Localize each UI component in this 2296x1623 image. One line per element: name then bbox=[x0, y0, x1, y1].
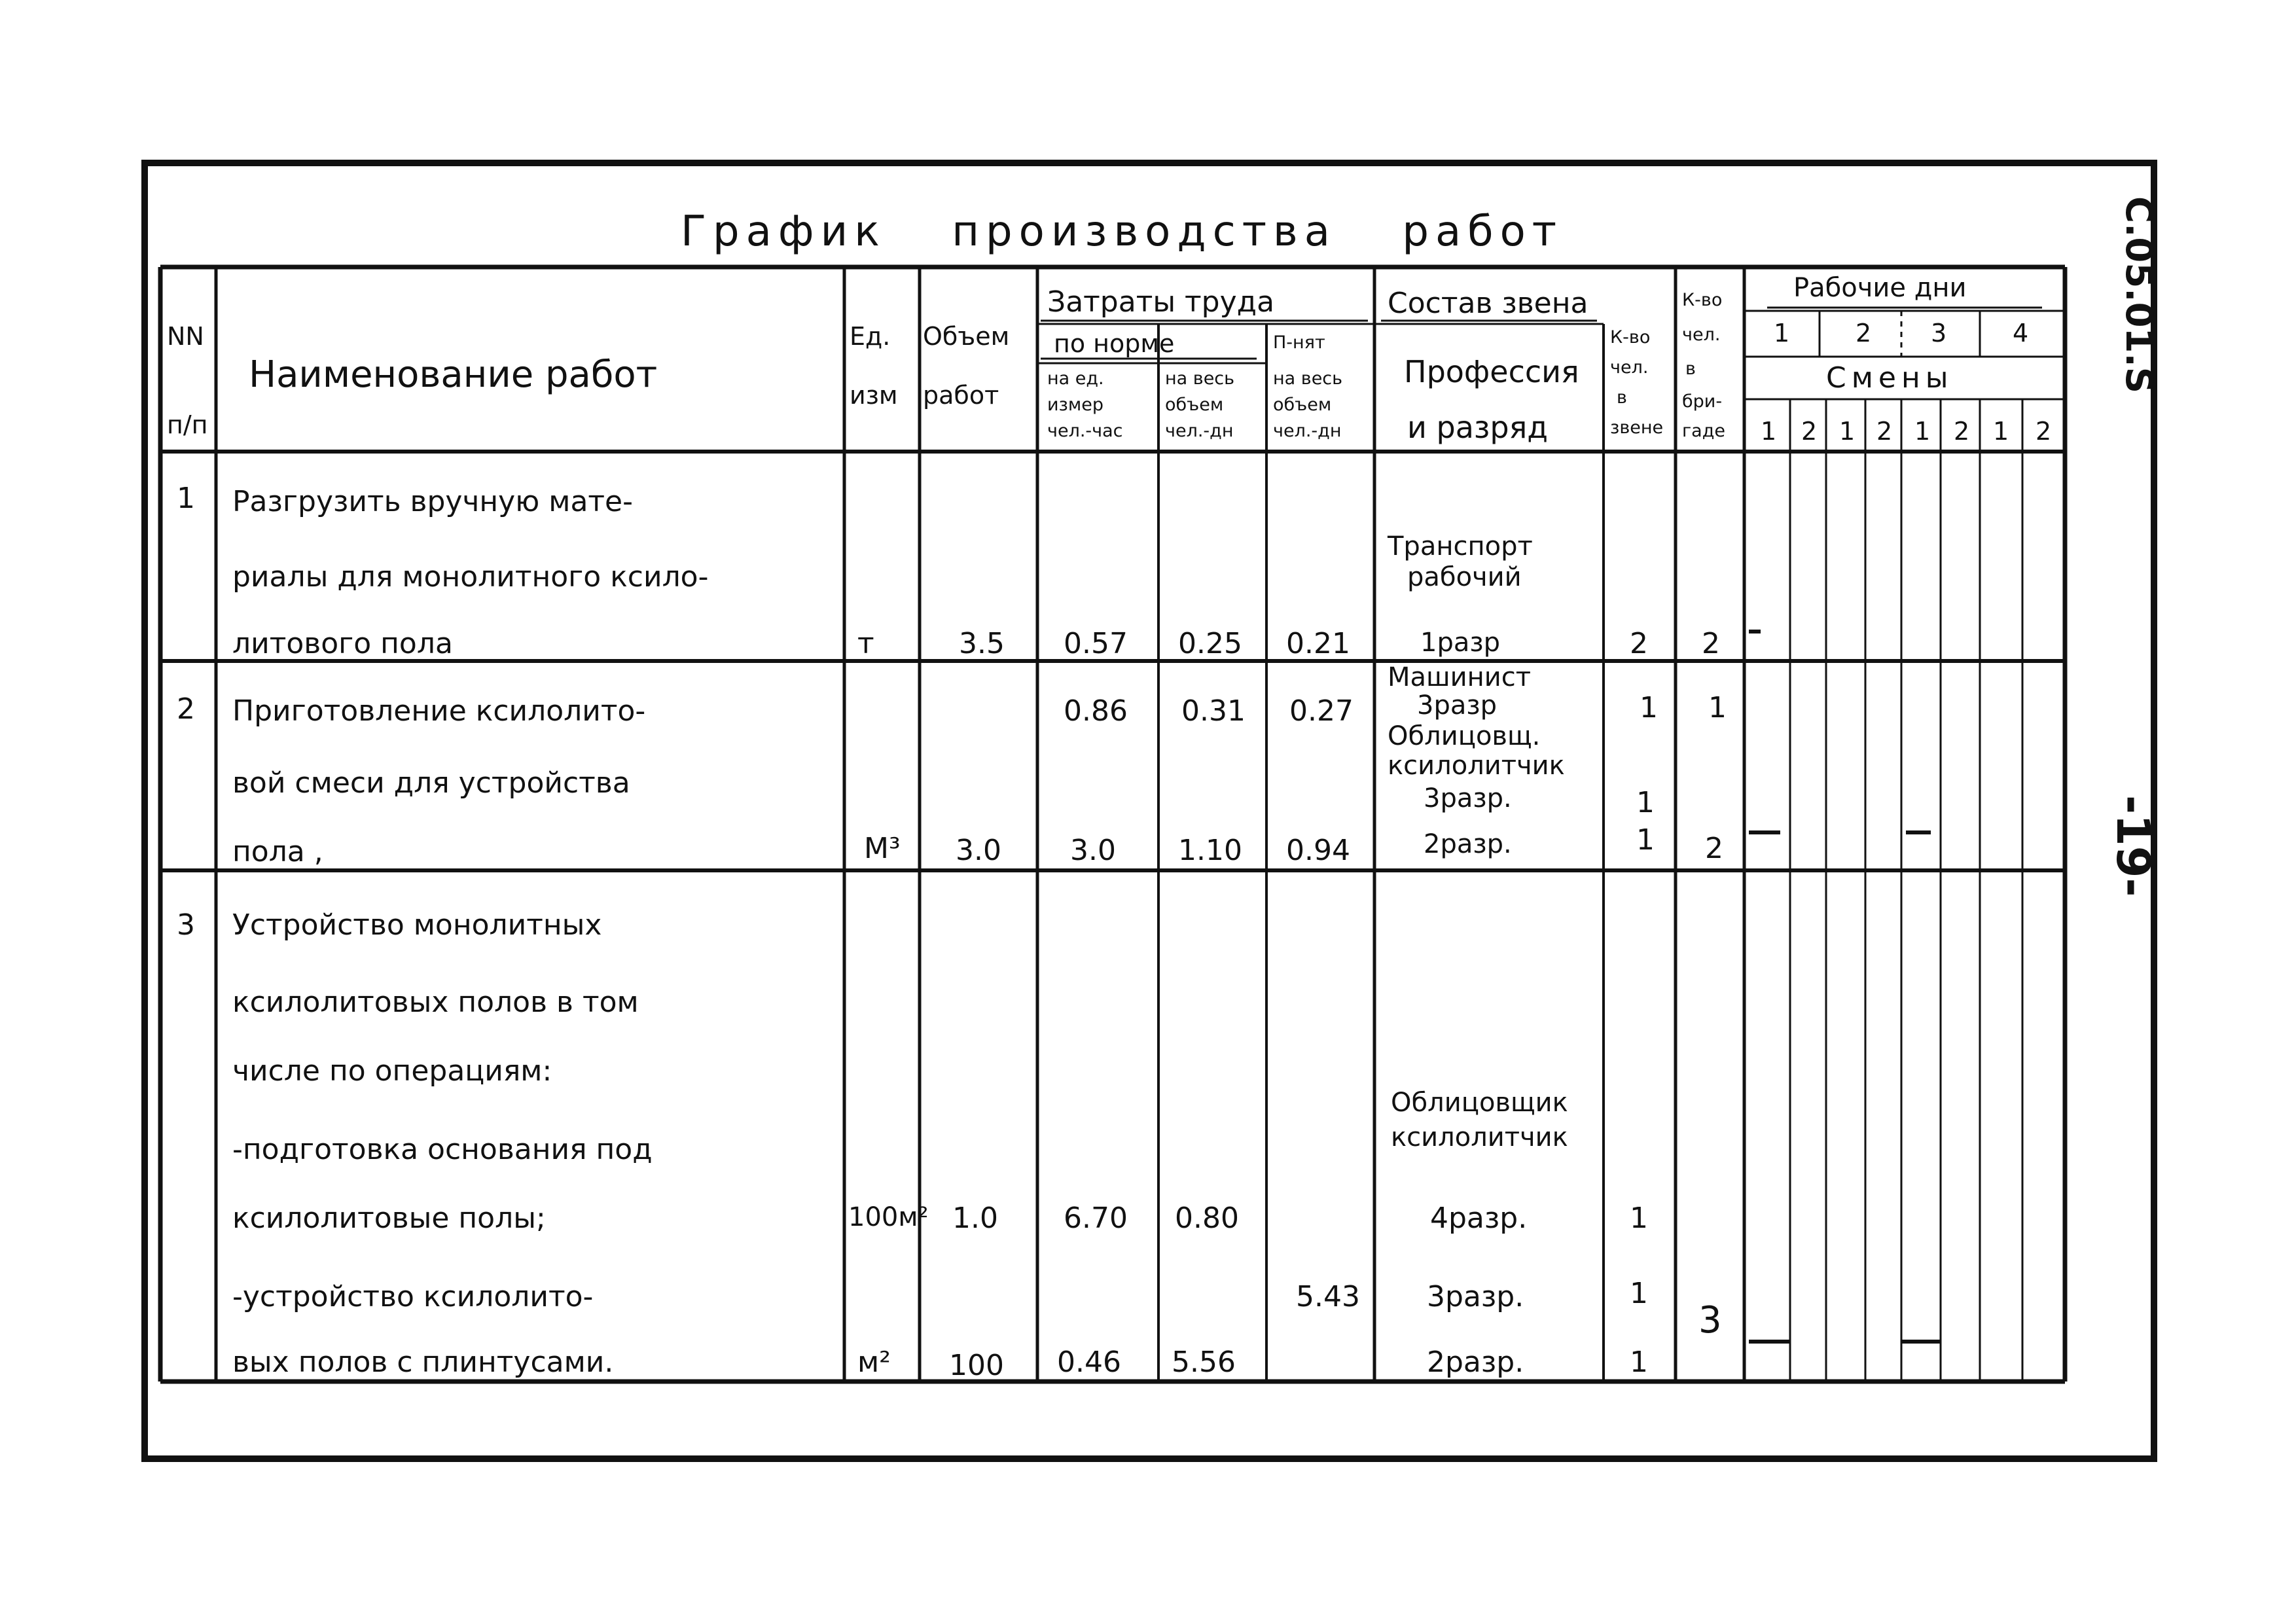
row3-crew-3: 1 bbox=[1630, 1346, 1648, 1379]
row2-name-2: вой смеси для устройства bbox=[232, 766, 630, 800]
row3-profession-1: Облицовщик bbox=[1391, 1088, 1568, 1118]
row3-name-7: вых полов с плинтусами. bbox=[232, 1346, 614, 1379]
header-shift-5: 1 bbox=[1914, 417, 1931, 446]
row3-name-1: Устройство монолитных bbox=[232, 908, 602, 942]
row1-name-2: риалы для монолитного ксило- bbox=[232, 560, 709, 594]
header-shift-4: 2 bbox=[1876, 417, 1893, 446]
header-total-3: чел.-дн bbox=[1165, 421, 1234, 441]
row3-profession-2: ксилолитчик bbox=[1391, 1122, 1568, 1152]
header-num-1: NN bbox=[167, 322, 204, 351]
row2-crew-1: 1 bbox=[1640, 691, 1658, 724]
header-labor-costs: Затраты труда bbox=[1047, 285, 1275, 319]
header-brigade-people-1: К-во bbox=[1682, 290, 1723, 310]
row3-profession-4: 3разр. bbox=[1427, 1280, 1524, 1313]
header-crew-people-2: чел. bbox=[1610, 357, 1649, 378]
header-accepted-4: чел.-дн bbox=[1273, 421, 1342, 441]
row2-volume: 3.0 bbox=[956, 834, 1001, 867]
row1-profession-3: 1разр bbox=[1420, 628, 1501, 658]
row2-name-1: Приготовление ксилолито- bbox=[232, 694, 646, 728]
row3-total-a: 0.80 bbox=[1175, 1202, 1239, 1235]
row3-name-4: -подготовка основания под bbox=[232, 1133, 653, 1166]
row1-per-unit: 0.57 bbox=[1064, 627, 1128, 660]
row3-volume-b: 100 bbox=[949, 1349, 1004, 1382]
row3-crew-1: 1 bbox=[1630, 1202, 1648, 1235]
header-profession-1: Профессия bbox=[1404, 354, 1579, 389]
row3-profession-5: 2разр. bbox=[1427, 1346, 1524, 1379]
row3-per-unit-a: 6.70 bbox=[1064, 1202, 1128, 1235]
header-accepted-3: объем bbox=[1273, 395, 1332, 415]
side-code: С.05.01.S bbox=[2117, 196, 2160, 394]
row2-profession-5: 3разр. bbox=[1424, 783, 1512, 813]
row3-brigade: 3 bbox=[1698, 1299, 1722, 1342]
header-shifts: Смены bbox=[1826, 361, 1954, 395]
row2-total-a: 0.31 bbox=[1181, 694, 1246, 728]
header-shift-6: 2 bbox=[1954, 417, 1970, 446]
row3-name-3: числе по операциям: bbox=[232, 1054, 552, 1088]
row1-profession-2: рабочий bbox=[1407, 562, 1522, 592]
header-total-2: объем bbox=[1165, 395, 1224, 415]
header-total-1: на весь bbox=[1165, 368, 1235, 389]
header-per-unit-2: измер bbox=[1047, 395, 1104, 415]
header-day-2: 2 bbox=[1856, 319, 1872, 348]
row2-profession-2: 3разр bbox=[1417, 690, 1498, 721]
header-volume-2: работ bbox=[923, 381, 999, 410]
header-brigade-people-5: гаде bbox=[1682, 421, 1726, 441]
header-day-1: 1 bbox=[1774, 319, 1790, 348]
header-brigade-people-3: в bbox=[1685, 359, 1696, 379]
row1-total: 0.25 bbox=[1178, 627, 1242, 660]
header-accepted-2: на весь bbox=[1273, 368, 1343, 389]
row2-accepted-b: 0.94 bbox=[1286, 834, 1350, 867]
row3-unit-a: 100м² bbox=[848, 1202, 929, 1232]
row3-name-2: ксилолитовых полов в том bbox=[232, 986, 639, 1019]
row2-per-unit-a: 0.86 bbox=[1064, 694, 1128, 728]
row2-brigade-a: 1 bbox=[1708, 691, 1727, 724]
page-number: -19- bbox=[2106, 795, 2160, 897]
header-unit-1: Ед. bbox=[850, 322, 891, 351]
row2-profession-6: 2разр. bbox=[1424, 829, 1512, 859]
header-profession-2: и разряд bbox=[1407, 410, 1549, 445]
header-shift-2: 2 bbox=[1801, 417, 1818, 446]
row3-unit-b: м² bbox=[857, 1346, 891, 1379]
row1-crew: 2 bbox=[1630, 627, 1648, 660]
header-day-3: 3 bbox=[1931, 319, 1947, 348]
header-day-4: 4 bbox=[2013, 319, 2029, 348]
row1-num: 1 bbox=[177, 482, 195, 515]
row3-per-unit-b: 0.46 bbox=[1057, 1346, 1121, 1379]
row2-profession-4: ксилолитчик bbox=[1388, 751, 1565, 781]
header-by-norm: по норме bbox=[1054, 329, 1175, 358]
row2-crew-3: 1 bbox=[1636, 823, 1655, 857]
row1-brigade: 2 bbox=[1702, 627, 1720, 660]
row3-volume-a: 1.0 bbox=[952, 1202, 998, 1235]
row1-accepted: 0.21 bbox=[1286, 627, 1350, 660]
row1-unit: т bbox=[857, 627, 874, 660]
row2-num: 2 bbox=[177, 692, 195, 726]
row2-per-unit-b: 3.0 bbox=[1070, 834, 1116, 867]
row2-crew-2: 1 bbox=[1636, 786, 1655, 819]
header-volume-1: Объем bbox=[923, 322, 1010, 351]
row3-crew-2: 1 bbox=[1630, 1277, 1648, 1310]
row3-name-5: ксилолитовые полы; bbox=[232, 1202, 546, 1235]
row3-profession-3: 4разр. bbox=[1430, 1202, 1528, 1235]
row1-name-1: Разгрузить вручную мате- bbox=[232, 485, 633, 518]
row2-name-3: пола , bbox=[232, 835, 323, 868]
row3-accepted: 5.43 bbox=[1296, 1280, 1360, 1313]
header-crew-people-1: К-во bbox=[1610, 327, 1651, 348]
header-brigade-people-2: чел. bbox=[1682, 325, 1721, 345]
row2-total-b: 1.10 bbox=[1178, 834, 1242, 867]
row2-brigade-b: 2 bbox=[1705, 832, 1723, 865]
header-shift-7: 1 bbox=[1993, 417, 2009, 446]
header-working-days: Рабочие дни bbox=[1793, 273, 1967, 303]
header-num-2: п/п bbox=[167, 410, 208, 439]
header-unit-2: изм bbox=[850, 381, 898, 410]
header-crew-people-3: в bbox=[1617, 387, 1627, 408]
header-per-unit-3: чел.-час bbox=[1047, 421, 1123, 441]
row2-unit: М³ bbox=[864, 832, 901, 865]
row2-profession-3: Облицовщ. bbox=[1388, 721, 1541, 751]
header-crew-people-4: звене bbox=[1610, 418, 1664, 438]
row1-volume: 3.5 bbox=[959, 627, 1005, 660]
row3-name-6: -устройство ксилолито- bbox=[232, 1280, 594, 1313]
header-accepted-1: П-нят bbox=[1273, 332, 1325, 353]
header-per-unit-1: на ед. bbox=[1047, 368, 1104, 389]
header-crew: Состав звена bbox=[1388, 287, 1588, 320]
header-brigade-people-4: бри- bbox=[1682, 391, 1723, 412]
row2-accepted-a: 0.27 bbox=[1289, 694, 1354, 728]
row1-profession-1: Транспорт bbox=[1388, 531, 1533, 562]
header-shift-1: 1 bbox=[1761, 417, 1777, 446]
row1-name-3: литового пола bbox=[232, 627, 453, 660]
row3-num: 3 bbox=[177, 908, 195, 942]
row3-total-b: 5.56 bbox=[1172, 1346, 1236, 1379]
page-title: График производства работ bbox=[681, 207, 1564, 256]
header-shift-8: 2 bbox=[2036, 417, 2052, 446]
row2-profession-1: Машинист bbox=[1388, 662, 1532, 692]
header-name: Наименование работ bbox=[249, 353, 658, 396]
header-shift-3: 1 bbox=[1839, 417, 1856, 446]
